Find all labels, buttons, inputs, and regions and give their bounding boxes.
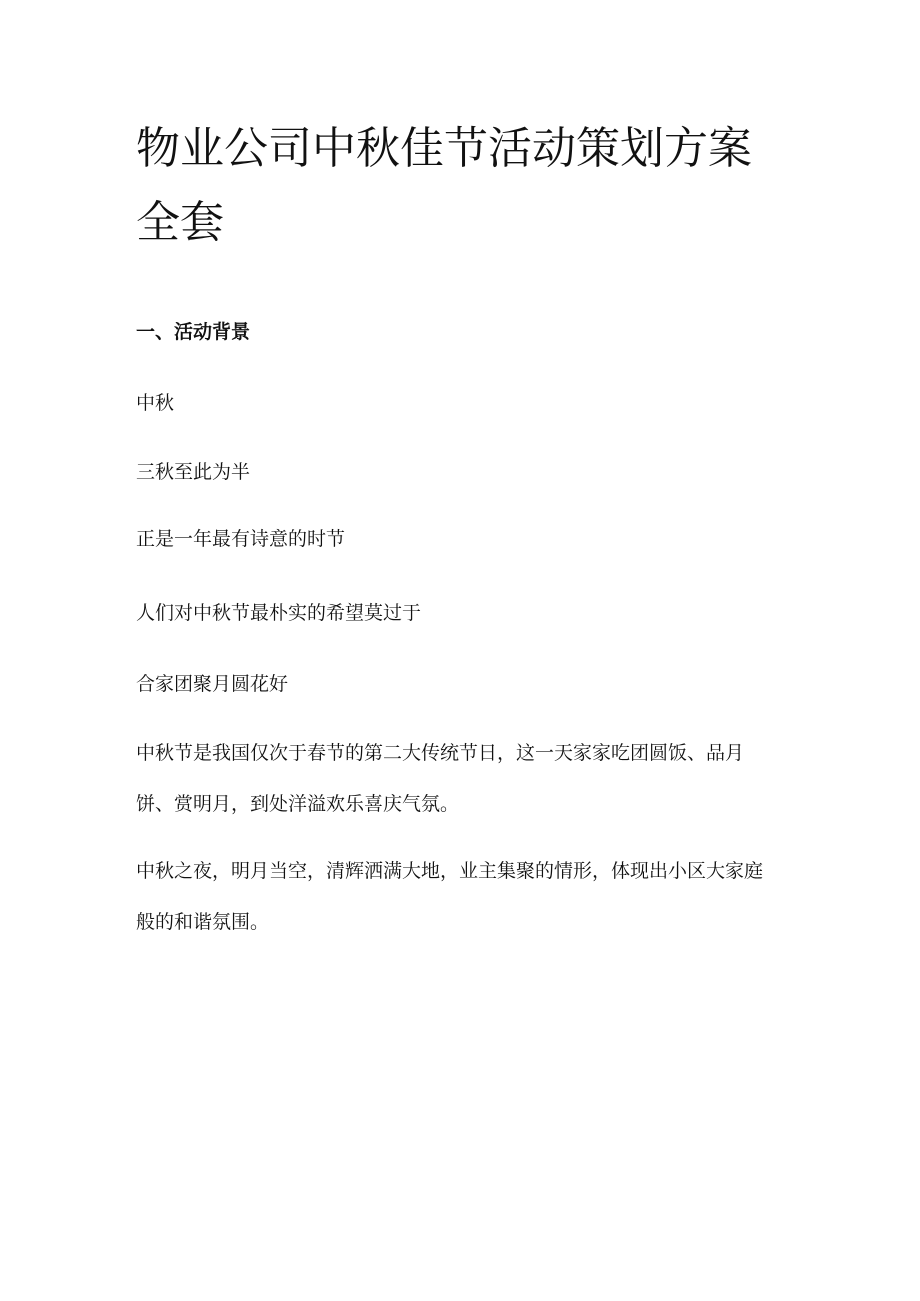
paragraph-3: 正是一年最有诗意的时节 xyxy=(136,528,346,550)
paragraph-5: 合家团聚月圆花好 xyxy=(136,673,289,695)
paragraph-7: 中秋之夜，明月当空，清辉洒满大地，业主集聚的情形，体现出小区大家庭般的和谐氛围。 xyxy=(136,860,764,933)
paragraph-4: 人们对中秋节最朴实的希望莫过于 xyxy=(136,602,422,624)
paragraph-2: 三秋至此为半 xyxy=(136,461,251,483)
document-title: 物业公司中秋佳节活动策划方案全套 xyxy=(136,123,752,248)
paragraph-1: 中秋 xyxy=(136,392,175,414)
paragraph-6: 中秋节是我国仅次于春节的第二大传统节日，这一天家家吃团圆饭、品月饼、赏明月，到处洋溢欢乐喜庆气氛。 xyxy=(136,742,745,815)
section-heading-background: 一、活动背景 xyxy=(136,321,251,343)
